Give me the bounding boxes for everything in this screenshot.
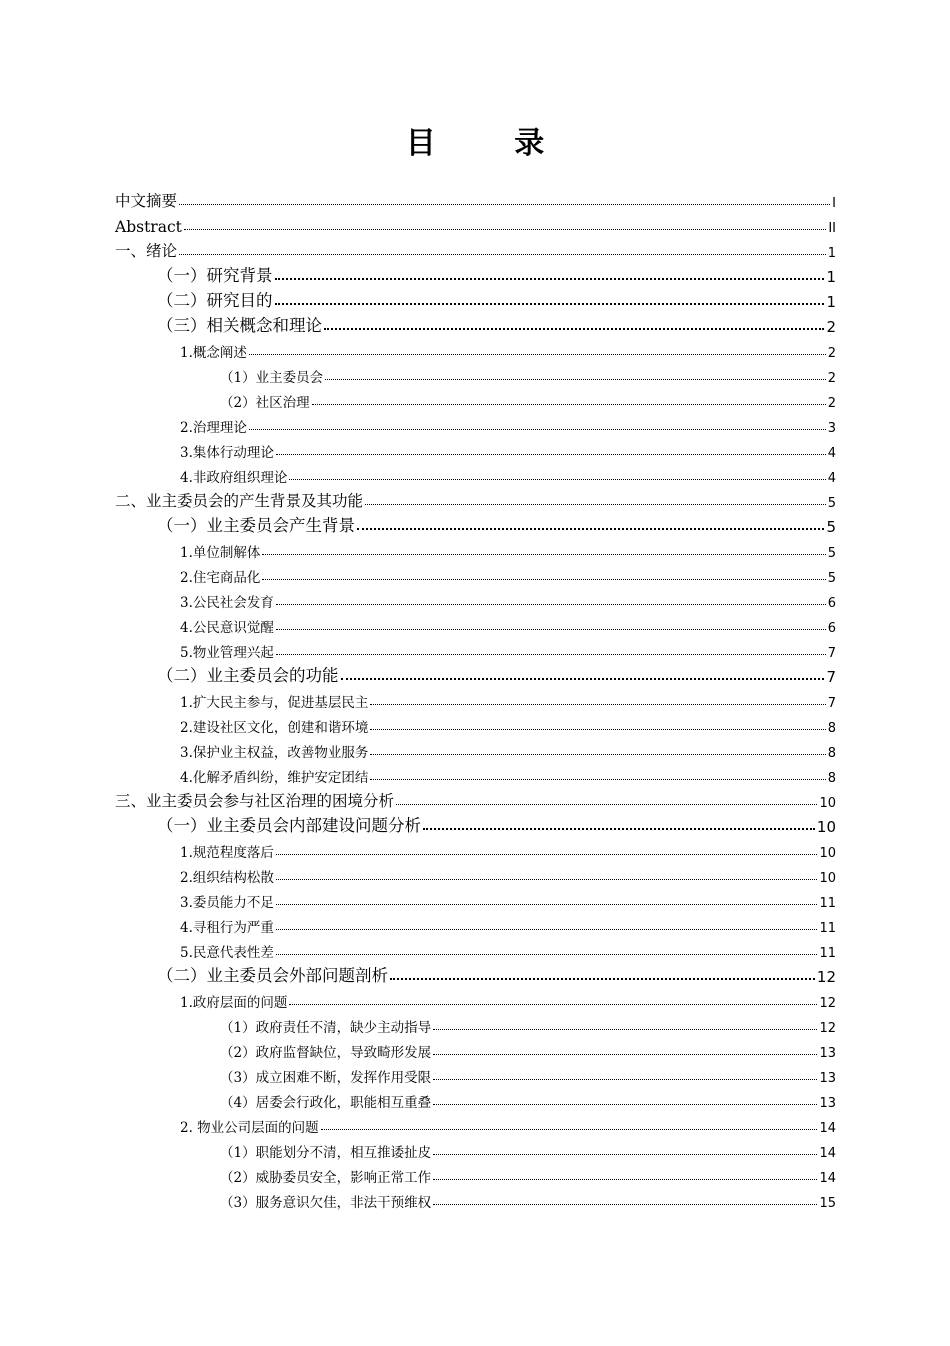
toc-entry-label: 一、绪论 bbox=[115, 242, 178, 260]
toc-entry[interactable] bbox=[157, 264, 836, 286]
dot-leader bbox=[370, 729, 825, 730]
dot-leader bbox=[262, 579, 825, 580]
dot-leader bbox=[276, 654, 826, 655]
dot-leader bbox=[370, 704, 825, 705]
toc-entry[interactable] bbox=[180, 839, 836, 861]
toc-entry-label: 1.扩大民主参与，促进基层民主 bbox=[180, 695, 369, 711]
toc-entry[interactable] bbox=[180, 464, 836, 486]
dot-leader bbox=[433, 1029, 817, 1030]
toc-entry-page-number: 5 bbox=[826, 518, 836, 536]
toc-entry-label: 3.集体行动理论 bbox=[180, 445, 274, 461]
toc-entry-label: （2）社区治理 bbox=[220, 395, 310, 411]
toc-entry[interactable] bbox=[115, 189, 836, 211]
toc-entry-label: 1.单位制解体 bbox=[180, 545, 261, 561]
dot-leader bbox=[275, 278, 825, 280]
toc-entry-label: （4）居委会行政化，职能相互重叠 bbox=[220, 1095, 432, 1111]
toc-entry-page-number: 8 bbox=[827, 746, 836, 761]
toc-entry-page-number: II bbox=[828, 221, 836, 236]
toc-entry[interactable] bbox=[180, 914, 836, 936]
toc-entry[interactable] bbox=[180, 639, 836, 661]
toc-entry-label: 1.政府层面的问题 bbox=[180, 995, 288, 1011]
toc-entry-label: （三）相关概念和理论 bbox=[157, 316, 322, 335]
toc-entry[interactable] bbox=[115, 214, 836, 236]
toc-entry-page-number: 1 bbox=[826, 268, 836, 286]
toc-entry[interactable] bbox=[180, 739, 836, 761]
toc-entry-page-number: 1 bbox=[827, 246, 836, 261]
toc-entry-label: 4.公民意识觉醒 bbox=[180, 620, 274, 636]
toc-entry-label: 3.委员能力不足 bbox=[180, 895, 274, 911]
dot-leader bbox=[276, 854, 818, 855]
dot-leader bbox=[276, 929, 818, 930]
toc-entry[interactable] bbox=[115, 789, 836, 811]
toc-entry-page-number: 14 bbox=[819, 1146, 836, 1161]
toc-entry-page-number: 12 bbox=[819, 996, 836, 1011]
toc-entry-label: （3）成立困难不断，发挥作用受限 bbox=[220, 1070, 432, 1086]
toc-entry-label: （1）业主委员会 bbox=[220, 370, 324, 386]
dot-leader bbox=[179, 254, 826, 255]
toc-entry-page-number: I bbox=[832, 196, 836, 211]
toc-entry[interactable] bbox=[220, 1139, 836, 1161]
toc-entry-page-number: 7 bbox=[827, 696, 836, 711]
toc-entry-label: 2. 物业公司层面的问题 bbox=[180, 1120, 319, 1136]
toc-entry-page-number: 4 bbox=[827, 446, 836, 461]
toc-entry-page-number: 6 bbox=[827, 596, 836, 611]
dot-leader bbox=[370, 779, 825, 780]
toc-entry[interactable] bbox=[157, 964, 836, 986]
toc-entry-label: 2.组织结构松散 bbox=[180, 870, 274, 886]
toc-entry-page-number: 11 bbox=[819, 896, 836, 911]
dot-leader bbox=[433, 1104, 817, 1105]
toc-entry[interactable] bbox=[180, 864, 836, 886]
toc-entry[interactable] bbox=[180, 539, 836, 561]
toc-entry-label: （二）研究目的 bbox=[157, 291, 273, 310]
dot-leader bbox=[289, 479, 825, 480]
toc-entry-label: 二、业主委员会的产生背景及其功能 bbox=[115, 492, 364, 510]
toc-entry-page-number: 2 bbox=[827, 346, 836, 361]
toc-entry[interactable] bbox=[180, 564, 836, 586]
toc-entry-page-number: 10 bbox=[819, 871, 836, 886]
toc-entry-label: 2.治理理论 bbox=[180, 420, 247, 436]
dot-leader bbox=[325, 379, 826, 380]
toc-entry[interactable] bbox=[180, 939, 836, 961]
toc-entry-label: 2.建设社区文化，创建和谐环境 bbox=[180, 720, 369, 736]
toc-entry[interactable] bbox=[220, 1164, 836, 1186]
toc-entry-label: （一）业主委员会内部建设问题分析 bbox=[157, 816, 421, 835]
toc-entry[interactable] bbox=[180, 589, 836, 611]
toc-entry-page-number: 13 bbox=[819, 1046, 836, 1061]
toc-entry-label: （1）政府责任不清，缺少主动指导 bbox=[220, 1020, 432, 1036]
toc-entry-label: （3）服务意识欠佳，非法干预维权 bbox=[220, 1195, 432, 1211]
toc-entry-page-number: 4 bbox=[827, 471, 836, 486]
toc-entry-page-number: 3 bbox=[827, 421, 836, 436]
dot-leader bbox=[341, 678, 825, 680]
toc-entry[interactable] bbox=[180, 414, 836, 436]
toc-entry-page-number: 5 bbox=[827, 496, 836, 511]
toc-entry-page-number: 8 bbox=[827, 771, 836, 786]
toc-entry[interactable] bbox=[220, 1064, 836, 1086]
toc-entry-page-number: 10 bbox=[816, 818, 836, 836]
toc-entry-page-number: 10 bbox=[819, 846, 836, 861]
dot-leader bbox=[324, 328, 824, 330]
dot-leader bbox=[275, 303, 825, 305]
dot-leader bbox=[357, 528, 824, 530]
toc-entry-label: 2.住宅商品化 bbox=[180, 570, 261, 586]
toc-entry-label: 5.民意代表性差 bbox=[180, 945, 274, 961]
toc-entry-page-number: 14 bbox=[819, 1171, 836, 1186]
toc-entry-page-number: 12 bbox=[816, 968, 836, 986]
toc-entry[interactable] bbox=[157, 664, 836, 686]
toc-entry-label: （二）业主委员会外部问题剖析 bbox=[157, 966, 388, 985]
dot-leader bbox=[276, 954, 818, 955]
dot-leader bbox=[390, 978, 815, 980]
toc-entry[interactable] bbox=[115, 489, 836, 511]
toc-entry-label: 4.化解矛盾纠纷，维护安定团结 bbox=[180, 770, 369, 786]
toc-entry-label: （1）职能划分不清，相互推诿扯皮 bbox=[220, 1145, 432, 1161]
toc-entry-page-number: 8 bbox=[827, 721, 836, 736]
dot-leader bbox=[312, 404, 826, 405]
toc-entry-label: Abstract bbox=[115, 218, 182, 236]
toc-entry-page-number: 6 bbox=[827, 621, 836, 636]
toc-entry-label: 5.物业管理兴起 bbox=[180, 645, 274, 661]
toc-entry-label: （一）研究背景 bbox=[157, 266, 273, 285]
dot-leader bbox=[433, 1204, 817, 1205]
dot-leader bbox=[365, 504, 826, 505]
toc-entry-page-number: 2 bbox=[827, 396, 836, 411]
toc-entry-page-number: 11 bbox=[819, 946, 836, 961]
dot-leader bbox=[370, 754, 825, 755]
dot-leader bbox=[262, 554, 825, 555]
dot-leader bbox=[249, 354, 826, 355]
toc-entry-page-number: 13 bbox=[819, 1096, 836, 1111]
toc-entry-label: 中文摘要 bbox=[115, 192, 178, 210]
toc-entry-page-number: 10 bbox=[819, 796, 836, 811]
toc-entry-page-number: 2 bbox=[826, 318, 836, 336]
toc-entry[interactable] bbox=[115, 239, 836, 261]
toc-entry[interactable] bbox=[180, 989, 836, 1011]
toc-entry-label: 3.保护业主权益，改善物业服务 bbox=[180, 745, 369, 761]
toc-entry-page-number: 13 bbox=[819, 1071, 836, 1086]
toc-entry-label: 4.寻租行为严重 bbox=[180, 920, 274, 936]
dot-leader bbox=[433, 1054, 817, 1055]
toc-entry-label: 3.公民社会发育 bbox=[180, 595, 274, 611]
toc-entry[interactable] bbox=[220, 1039, 836, 1061]
toc-entry[interactable] bbox=[180, 614, 836, 636]
dot-leader bbox=[179, 204, 830, 205]
toc-entry[interactable] bbox=[157, 289, 836, 311]
dot-leader bbox=[433, 1179, 817, 1180]
toc-entry[interactable] bbox=[180, 714, 836, 736]
toc-entry-page-number: 12 bbox=[819, 1021, 836, 1036]
dot-leader bbox=[276, 879, 818, 880]
toc-entry-page-number: 14 bbox=[819, 1121, 836, 1136]
toc-entry[interactable] bbox=[157, 814, 836, 836]
toc-entry-page-number: 1 bbox=[826, 293, 836, 311]
dot-leader bbox=[423, 828, 815, 830]
toc-entry-page-number: 2 bbox=[827, 371, 836, 386]
toc-entry-page-number: 5 bbox=[827, 571, 836, 586]
toc-entry-label: （2）威胁委员安全，影响正常工作 bbox=[220, 1170, 432, 1186]
toc-entry-label: 1.规范程度落后 bbox=[180, 845, 274, 861]
toc-entry-page-number: 15 bbox=[819, 1196, 836, 1211]
toc-entry-page-number: 11 bbox=[819, 921, 836, 936]
toc-entry[interactable] bbox=[220, 1014, 836, 1036]
toc-entry-label: （二）业主委员会的功能 bbox=[157, 666, 339, 685]
toc-title: 目 录 bbox=[405, 126, 579, 161]
toc-entry-label: 1.概念阐述 bbox=[180, 345, 247, 361]
toc-entry-page-number: 7 bbox=[827, 646, 836, 661]
toc-entry[interactable] bbox=[180, 1114, 836, 1136]
toc-entry[interactable] bbox=[220, 364, 836, 386]
toc-entry[interactable] bbox=[180, 689, 836, 711]
dot-leader bbox=[184, 229, 826, 230]
dot-leader bbox=[249, 429, 826, 430]
dot-leader bbox=[396, 804, 817, 805]
toc-entry[interactable] bbox=[180, 889, 836, 911]
dot-leader bbox=[276, 629, 826, 630]
toc-entry[interactable] bbox=[157, 314, 836, 336]
toc-entry-page-number: 5 bbox=[827, 546, 836, 561]
dot-leader bbox=[433, 1079, 817, 1080]
dot-leader bbox=[433, 1154, 817, 1155]
toc-entry[interactable] bbox=[180, 764, 836, 786]
toc-entry[interactable] bbox=[220, 389, 836, 411]
toc-entry[interactable] bbox=[157, 514, 836, 536]
toc-entry-label: 三、业主委员会参与社区治理的困境分析 bbox=[115, 792, 395, 810]
toc-entry-label: （2）政府监督缺位，导致畸形发展 bbox=[220, 1045, 432, 1061]
toc-entry-label: （一）业主委员会产生背景 bbox=[157, 516, 355, 535]
toc-entry[interactable] bbox=[180, 339, 836, 361]
toc-entry[interactable] bbox=[180, 439, 836, 461]
toc-entry-page-number: 7 bbox=[826, 668, 836, 686]
toc-entry[interactable] bbox=[220, 1189, 836, 1211]
dot-leader bbox=[276, 604, 826, 605]
dot-leader bbox=[321, 1129, 818, 1130]
toc-entry[interactable] bbox=[220, 1089, 836, 1111]
dot-leader bbox=[289, 1004, 817, 1005]
dot-leader bbox=[276, 454, 826, 455]
dot-leader bbox=[276, 904, 818, 905]
toc-entry-label: 4.非政府组织理论 bbox=[180, 470, 288, 486]
